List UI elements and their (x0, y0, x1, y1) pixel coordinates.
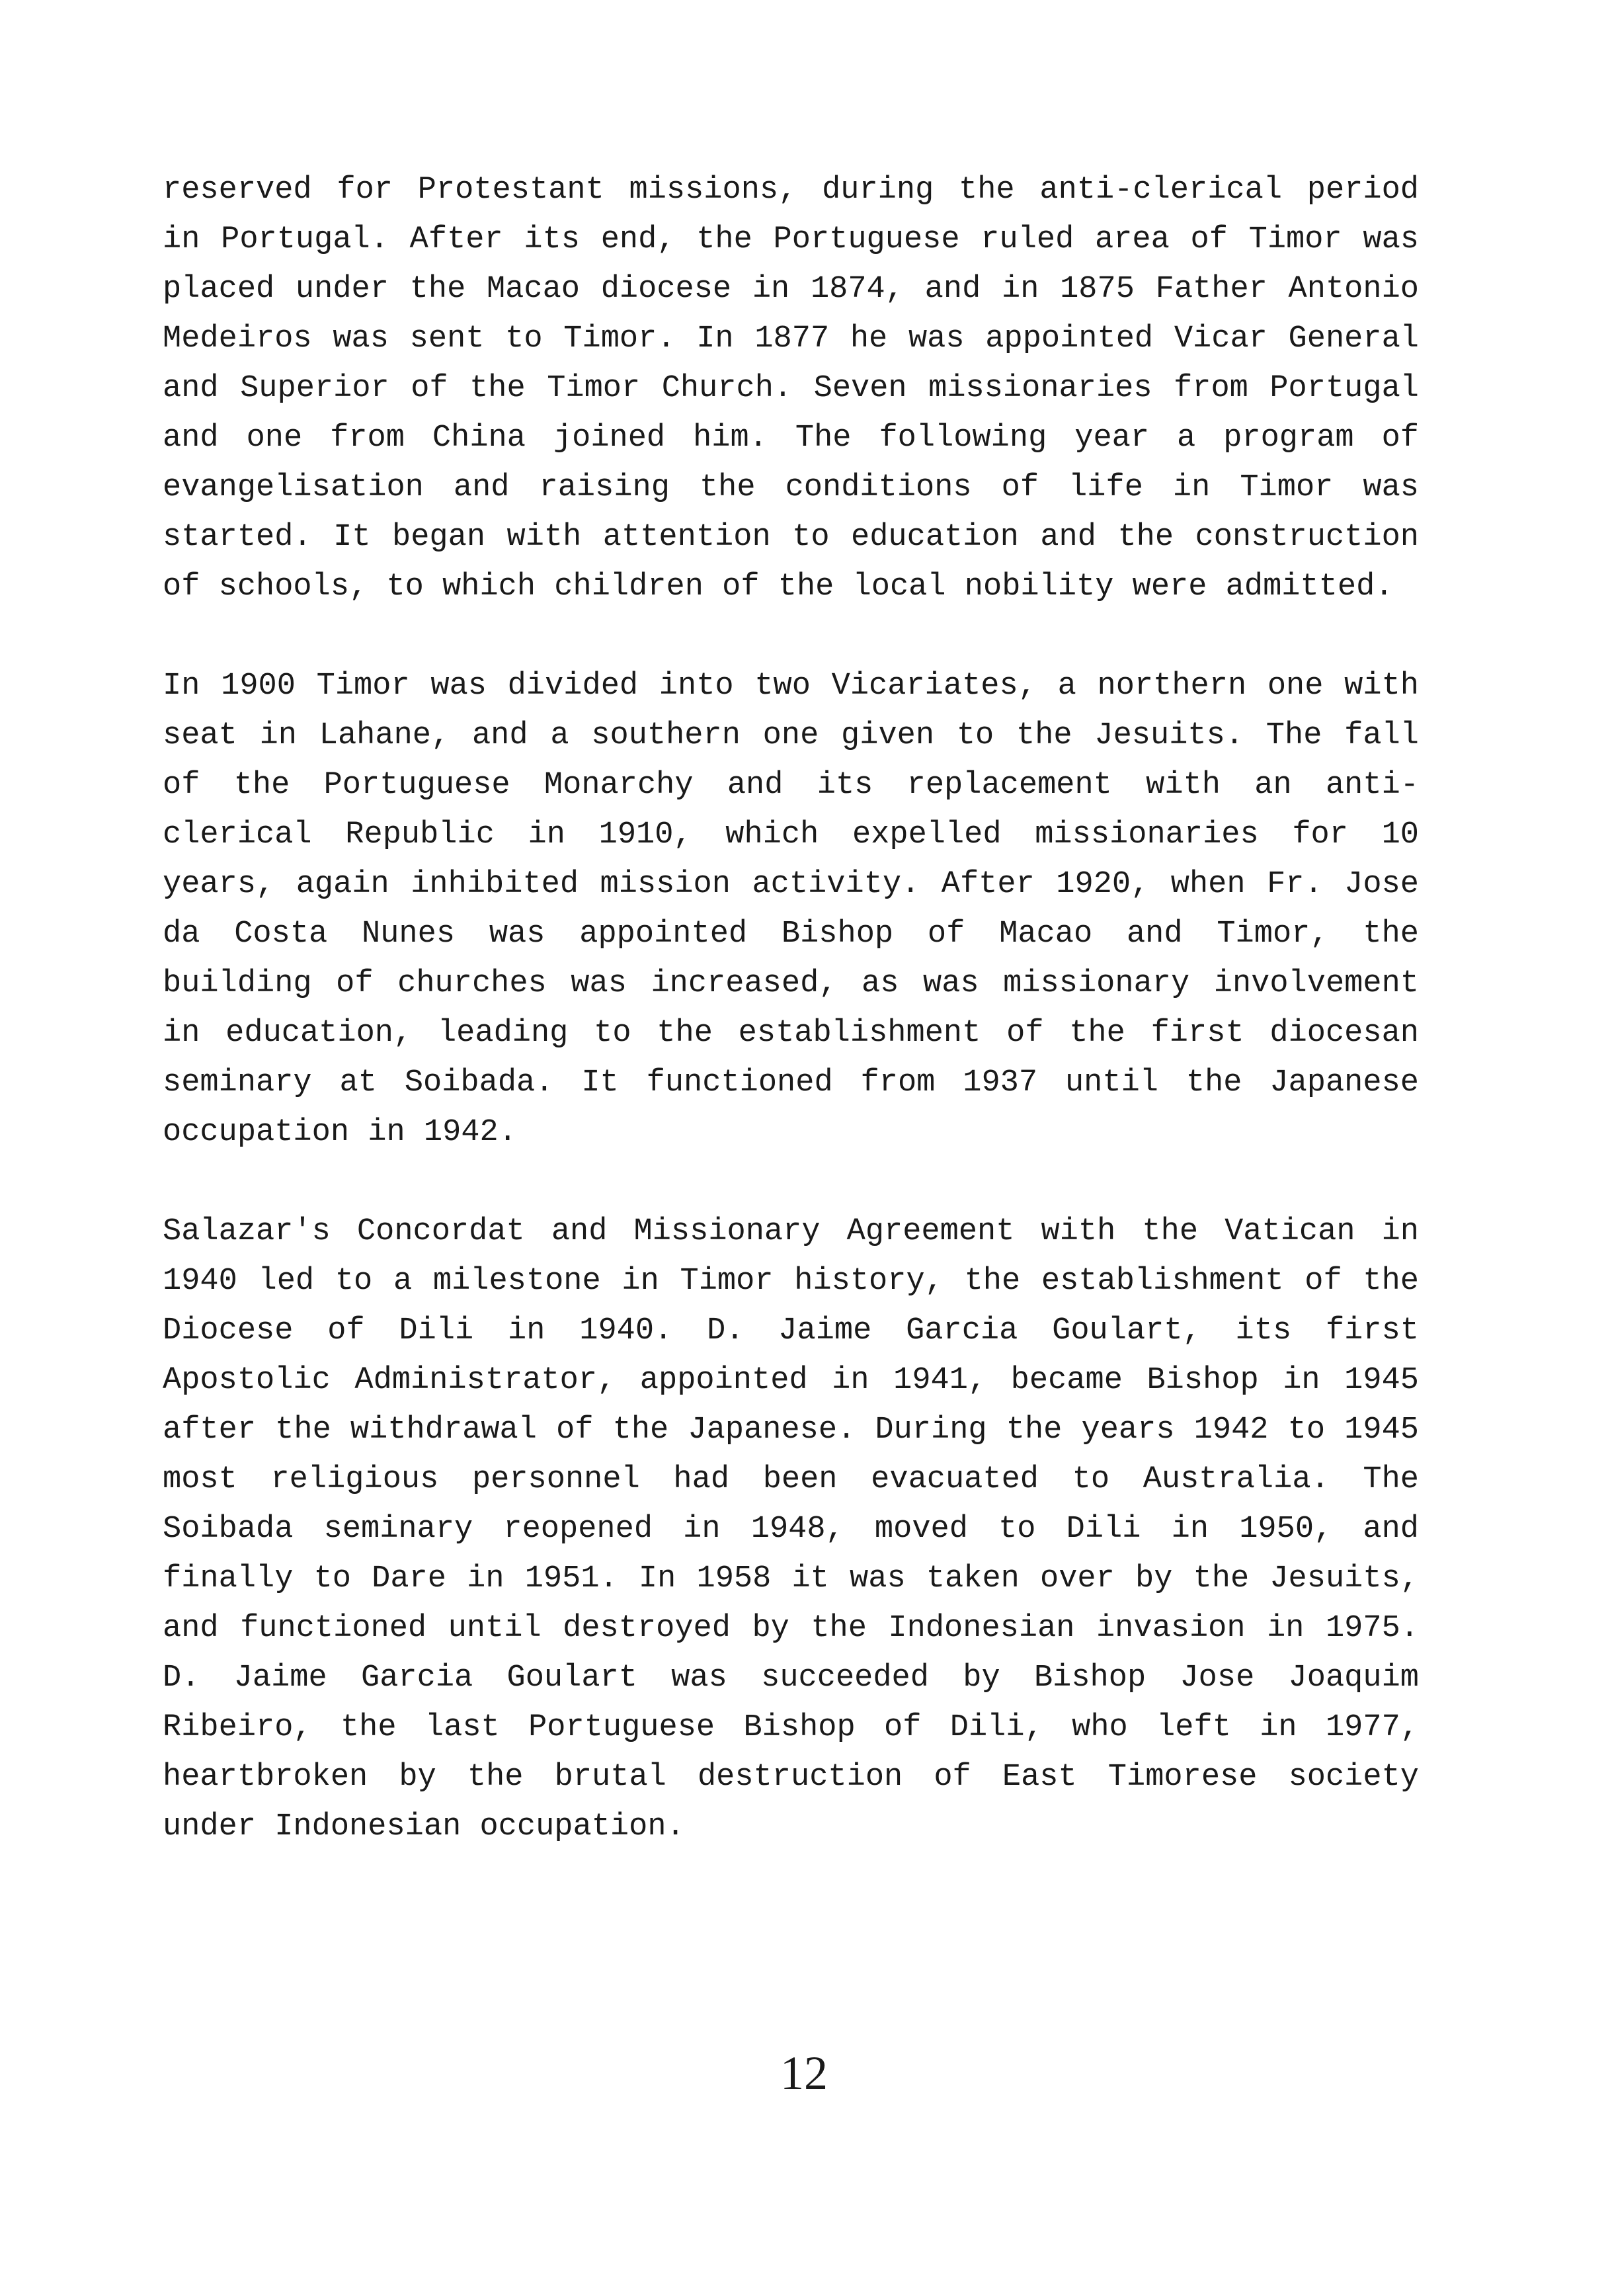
paragraph-3: Salazar's Concordat and Missionary Agreement with the Vatican in 1940 led to a milestone in Timor history, the establishment of the Diocese of Dili in 1940. D. Jaime Garcia Goulart, its first Apostolic Administrator, appointed in 1941, became Bishop in 1945 after the withdrawal of the Japanese. During the years 1942 to 1945 most religious personnel had been evacuated to Australia. The Soibada seminary reopened in 1948, moved to Dili in 1950, and finally to Dare in 1951. In 1958 it was taken over by the Jesuits, and functioned until destroyed by the Indonesian invasion in 1975. D. Jaime Garcia Goulart was succeeded by Bishop Jose Joaquim Ribeiro, the last Portuguese Bishop of Dili, who left in 1977, heartbroken by the brutal destruction of East Timorese society under Indonesian occupation. (163, 1214, 1419, 1844)
body-text (163, 165, 1419, 1901)
page-number: 12 (780, 2047, 828, 2100)
paragraph-2: In 1900 Timor was divided into two Vicariates, a northern one with seat in Lahane, and a southern one given to the Jesuits. The fall of the Portuguese Monarchy and its replacement with an anti-clerical Republic in 1910, which expelled missionaries for 10 years, again inhibited mission activity. After 1920, when Fr. Jose da Costa Nunes was appointed Bishop of Macao and Timor, the building of churches was increased, as was missionary involvement in education, leading to the establishment of the first diocesan seminary at Soibada. It functioned from 1937 until the Japanese occupation in 1942. (163, 669, 1419, 1150)
paragraph-1: reserved for Protestant missions, during the anti-clerical period in Portugal. After its end, the Portuguese ruled area of Timor was placed under the Macao diocese in 1874, and in 1875 Father Antonio Medeiros was sent to Timor. In 1877 he was appointed Vicar General and Superior of the Timor Church. Seven missionaries from Portugal and one from China joined him. The following year a program of evangelisation and raising the conditions of life in Timor was started. It began with attention to education and the construction of schools, to which children of the local nobility were admitted. (163, 173, 1419, 604)
